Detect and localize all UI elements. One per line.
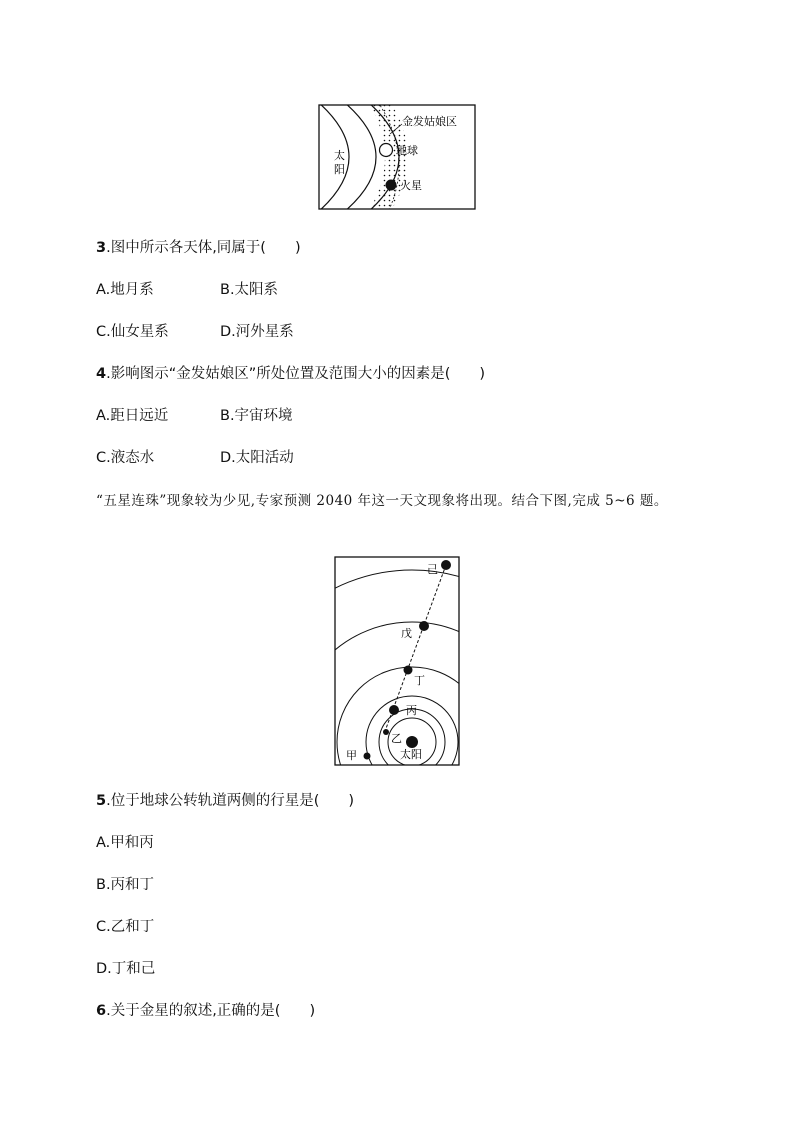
mars-label: 火星 [400, 179, 422, 192]
goldilocks-zone-label: 金发姑娘区 [402, 115, 457, 128]
q4-option-b[interactable]: B.宇宙环境 [220, 408, 293, 424]
planet-yi-label: 乙 [391, 732, 402, 745]
planet-wu-icon [419, 621, 429, 631]
q3-option-b[interactable]: B.太阳系 [220, 282, 279, 298]
q3-option-c[interactable]: C.仙女星系 [96, 324, 169, 340]
planet-bing-icon [389, 705, 399, 715]
question-6-text: .关于金星的叙述,正确的是( ) [106, 1003, 316, 1019]
planet-ding-icon [404, 666, 413, 675]
q5-option-a[interactable]: A.甲和丙 [96, 835, 154, 851]
planet-jia-icon [364, 753, 371, 760]
q5-option-b[interactable]: B.丙和丁 [96, 877, 155, 893]
question-5-number: 5 [96, 793, 107, 809]
question-4-number: 4 [96, 366, 107, 382]
planet-bing-label: 丙 [406, 704, 417, 717]
planet-jia-label: 甲 [346, 749, 357, 762]
planet-wu-label: 戊 [401, 627, 412, 640]
question-3-text: .图中所示各天体,同属于( ) [106, 240, 301, 256]
planet-ding-label: 丁 [414, 674, 425, 687]
q5-option-c[interactable]: C.乙和丁 [96, 919, 155, 935]
planet-yi-icon [383, 729, 389, 735]
goldilocks-zone-figure [318, 104, 476, 210]
question-5 [96, 789, 354, 810]
q5-option-d[interactable]: D.丁和己 [96, 961, 156, 977]
planet-ji-label: 己 [427, 563, 438, 576]
question-6 [96, 999, 315, 1020]
earth-label: 地球 [396, 144, 418, 157]
q3-option-a[interactable]: A.地月系 [96, 282, 154, 298]
sun-icon [406, 736, 418, 748]
q3-option-d[interactable]: D.河外星系 [220, 324, 294, 340]
planet-alignment-figure [334, 556, 460, 766]
question-4 [96, 362, 485, 383]
q4-option-d[interactable]: D.太阳活动 [220, 450, 294, 466]
q4-option-a[interactable]: A.距日远近 [96, 408, 169, 424]
question-3-number: 3 [96, 240, 107, 256]
sun-label-1: 太 [334, 149, 345, 162]
earth-icon [380, 144, 393, 157]
intro-paragraph: “五星连珠”现象较为少见,专家预测 2040 年这一天文现象将出现。结合下图,完成 5~6 题。 [96, 493, 668, 509]
sun-label: 太阳 [400, 748, 422, 761]
mars-icon [386, 180, 397, 191]
sun-label-2: 阳 [334, 163, 345, 176]
question-6-number: 6 [96, 1003, 107, 1019]
question-4-text: .影响图示“金发姑娘区”所处位置及范围大小的因素是( ) [106, 366, 486, 382]
planet-ji-icon [441, 560, 451, 570]
question-5-text: .位于地球公转轨道两侧的行星是( ) [106, 793, 355, 809]
q4-option-c[interactable]: C.液态水 [96, 450, 155, 466]
question-3 [96, 236, 301, 257]
